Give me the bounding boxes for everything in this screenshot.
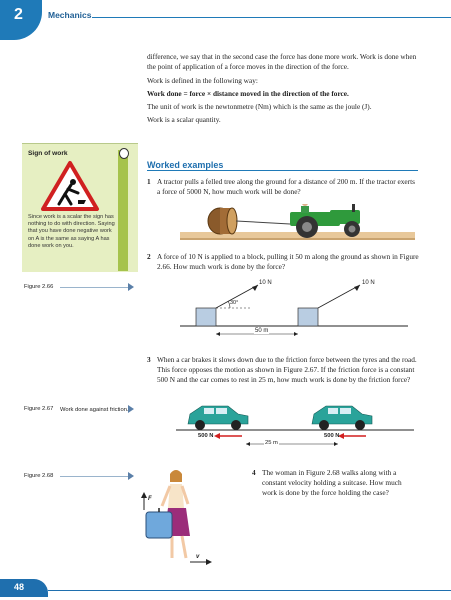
suitcase-icon [146, 512, 172, 538]
q1-text: A tractor pulls a felled tree along the ground for a distance of 200 m. If the tractor exerts a force of 5000 N, how much work will be done? [157, 177, 415, 197]
header-rule [92, 17, 451, 18]
tow-rope [236, 221, 290, 224]
angle-label: 30° [230, 300, 239, 306]
road-works-sign-icon [40, 160, 100, 212]
figure-2-67-label: Figure 2.67 [24, 406, 54, 412]
velocity-symbol: v [196, 554, 200, 560]
sidebar-strip [118, 150, 128, 271]
sidebar-title: Sign of work [28, 150, 68, 157]
figure-2-67-diagram [176, 398, 416, 448]
figure-2-66-diagram [180, 278, 410, 340]
figure-2-67-caption: Work done against friction. [60, 407, 129, 413]
force-symbol: F [148, 496, 152, 502]
section-rule [147, 170, 418, 171]
page-number: 48 [14, 582, 25, 592]
woman-with-suitcase-illustration [140, 468, 220, 572]
footer [0, 575, 451, 600]
sidebar-text: Since work is a scalar the sign has nothing to do with direction. Saying that you have done negative work on A is the same as saying A has done work on you. [28, 214, 115, 249]
q1-number: 1 [147, 177, 151, 186]
figure-2-66-pointer-icon [128, 283, 134, 291]
q4-number: 4 [252, 468, 256, 477]
figure-2-68-label: Figure 2.68 [24, 473, 54, 479]
distance-label-2: 25 m [265, 440, 278, 446]
q4-text: The woman in Figure 2.68 walks along with a constant velocity holding a suitcase. How much work is done by the force holding the case? [262, 468, 402, 498]
car-end-icon [312, 406, 372, 430]
intro-paragraph-4: The unit of work is the newtonmetre (Nm) which is the same as the joule (J). [147, 102, 372, 111]
figure-2-67-pointer-icon [128, 405, 134, 413]
friction-label-2: 500 N [324, 433, 340, 439]
force-label-1: 10 N [259, 280, 272, 286]
intro-paragraph-1: difference, we say that in the second case the force has done more work. Work is done when the point of application of a force moves in the direction of the force. [147, 52, 417, 72]
car-start-icon [188, 406, 248, 430]
friction-label-1: 500 N [198, 433, 214, 439]
chapter-number: 2 [14, 6, 23, 23]
block-start-icon [196, 308, 216, 326]
work-definition: Work done = force × distance moved in the direction of the force. [147, 89, 349, 98]
intro-paragraph-5: Work is a scalar quantity. [147, 115, 221, 124]
lightbulb-icon [119, 148, 129, 159]
figure-2-66-line [60, 287, 128, 288]
q3-text: When a car brakes it slows down due to the friction force between the tyres and the road. This force opposes the motion as shown in Figure 2.67. If the friction force is a constant 500 N and the car comes to rest in 25 m, how much work is done by the friction force? [157, 355, 417, 385]
q2-text: A force of 10 N is applied to a block, pulling it 50 m along the ground as shown in Figure 2.66. How much work is done by the force? [157, 252, 419, 272]
figure-2-66-label: Figure 2.66 [24, 284, 54, 290]
figure-2-68-pointer-icon [128, 472, 134, 480]
q2-number: 2 [147, 252, 151, 261]
chapter-title: Mechanics [48, 10, 92, 20]
block-end-icon [298, 308, 318, 326]
tractor-illustration [180, 204, 415, 244]
force-label-2: 10 N [362, 280, 375, 286]
intro-paragraph-2: Work is defined in the following way: [147, 76, 258, 85]
footer-rule [48, 590, 451, 591]
distance-label: 50 m [255, 328, 269, 334]
q3-number: 3 [147, 355, 151, 364]
figure-2-68-line [60, 476, 128, 477]
section-heading: Worked examples [147, 160, 224, 170]
